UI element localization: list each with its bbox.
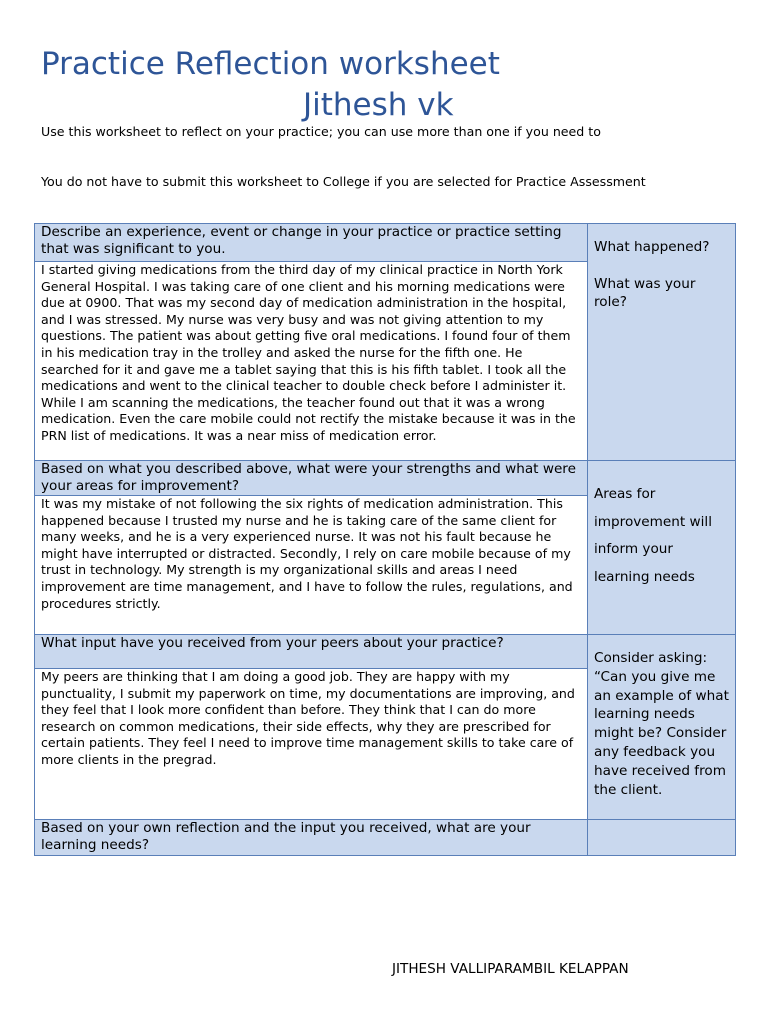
- your-role-prompt: What was your role?: [594, 275, 696, 310]
- improvement-prompt: Areas for improvement will inform your learning needs: [594, 486, 712, 585]
- experience-side-prompt: [588, 224, 736, 461]
- footer-name: JITHESH VALLIPARAMBIL KELAPPAN: [392, 961, 629, 977]
- learning-needs-question: Based on your own reflection and the input you received, what are your learning needs?: [35, 820, 588, 856]
- consider-asking-prompt: Consider asking: “Can you give me an example of what learning needs might be? Consider any feedback you have received from the client.: [594, 650, 729, 798]
- author-name: Jithesh vk: [303, 87, 454, 123]
- strengths-question: Based on what you described above, what were your strengths and what were your areas for improvement?: [35, 461, 588, 496]
- peers-question: What input have you received from your peers about your practice?: [35, 635, 588, 669]
- strengths-answer: It was my mistake of not following the six rights of medication administration. This happened because I trusted my nurse and he is taking care of the same client for many weeks, and he is a very experienced nurse. It was not his fault because he might have interrupted or distracted. Secondly, I rely on care mobile because of my trust in technology. My strength is my organizational skills and areas I need improvement are time management, and I have to follow the rules, regulations, and procedures strictly.: [35, 496, 588, 635]
- peers-side-prompt: [588, 635, 736, 820]
- what-happened-prompt: What happened?: [594, 239, 710, 255]
- peers-answer: My peers are thinking that I am doing a good job. They are happy with my punctuality, I submit my paperwork on time, my documentations are improving, and they feel that I look more confident than before. They think that I can do more research on common medications, their side effects, why they are prescribed for certain patients. They feel I need to improve time management skills to take care of more clients in the pregrad.: [35, 669, 588, 820]
- learning-needs-side: [588, 820, 736, 856]
- experience-question: Describe an experience, event or change in your practice or practice setting that was significant to you.: [35, 224, 588, 262]
- intro-instruction: Use this worksheet to reflect on your practice; you can use more than one if you need to: [41, 124, 601, 139]
- worksheet-title: Practice Reflection worksheet: [41, 46, 500, 82]
- intro-submission-note: You do not have to submit this worksheet to College if you are selected for Practice Assessment: [41, 174, 646, 189]
- experience-answer: I started giving medications from the third day of my clinical practice in North York General Hospital. I was taking care of one client and his morning medications were due at 0900. That was my second day of medication administration in the hospital, and I was stressed. My nurse was very busy and was not giving attention to my questions. The patient was about getting five oral medications. I found four of them in his medication tray in the trolley and asked the nurse for the fifth one. He searched for it and gave me a tablet saying that this is his fifth tablet. I took all the medications and went to the clinical teacher to double check before I administer it. While I am scanning the medications, the teacher found out that it was a wrong medication. Even the care mobile could not rectify the mistake because it was in the PRN list of medications. It was a near miss of medication error.: [35, 262, 588, 461]
- reflection-table: [34, 223, 736, 856]
- strengths-side-prompt: [588, 461, 736, 635]
